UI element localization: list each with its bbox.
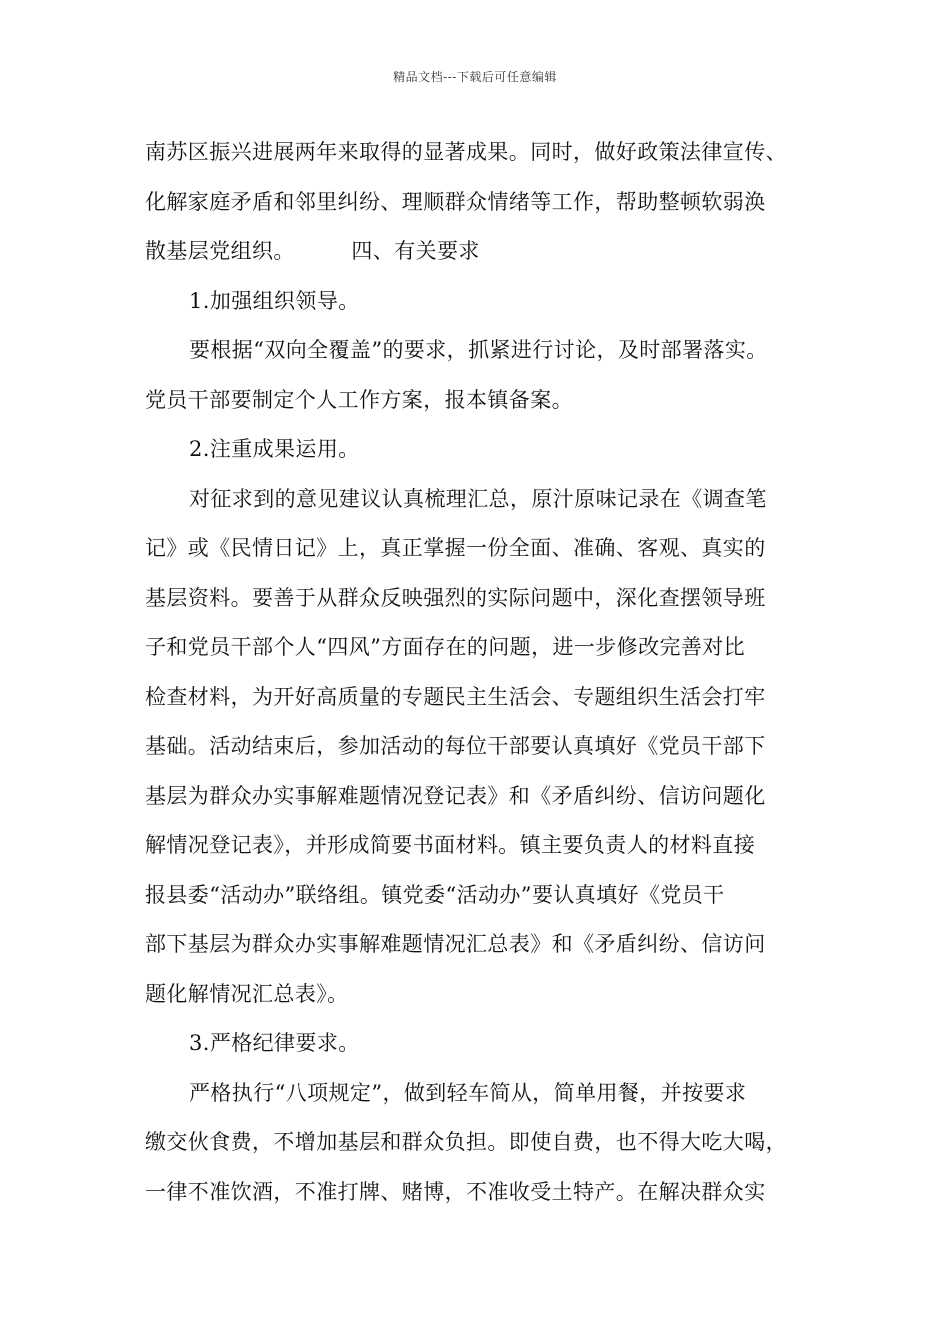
text-line: 党员干部要制定个人工作方案，报本镇备案。 — [145, 387, 573, 412]
text-line: 题化解情况汇总表》。 — [145, 981, 349, 1006]
text-line: 子和党员干部个人“四风”方面存在的问题，进一步修改完善对比 — [145, 635, 746, 659]
text-line: 解情况登记表》，并形成简要书面材料。镇主要负责人的材料直接 — [145, 833, 756, 857]
text-line: 化解家庭矛盾和邻里纠纷、理顺群众情绪等工作，帮助整顿软弱涣 — [145, 189, 766, 214]
text-line: 检查材料，为开好高质量的专题民主生活会、专题组织生活会打牢 — [145, 684, 766, 709]
document-body — [145, 128, 835, 1217]
text-line: 报县委“活动办”联络组。镇党委“活动办”要认真填好《党员干 — [145, 882, 725, 907]
text-line: 南苏区振兴进展两年来取得的显著成果。同时，做好政策法律宣传、 — [145, 140, 787, 164]
section-heading: 3.严格纪律要求。 — [189, 1031, 360, 1055]
text-line: 基础。活动结束后，参加活动的每位干部要认真填好《党员干部下 — [145, 734, 766, 758]
text-line: 要根据“双向全覆盖”的要求，抓紧进行讨论，及时部署落实。 — [189, 338, 768, 362]
section-heading: 2.注重成果运用。 — [189, 437, 360, 461]
text-line: 基层为群众办实事解难题情况登记表》和《矛盾纠纷、信访问题化 — [145, 783, 766, 808]
text-line: 散基层党组织。 四、有关要求 — [145, 239, 480, 263]
text-line: 缴交伙食费，不增加基层和群众负担。即使自费，也不得大吃大喝， — [145, 1130, 787, 1154]
text-line: 严格执行“八项规定”，做到轻车简从，简单用餐，并按要求 — [189, 1080, 747, 1105]
text-line: 记》或《民情日记》上，真正掌握一份全面、准确、客观、真实的 — [145, 536, 766, 560]
page-header: 精品文档---下载后可任意编辑 — [393, 70, 557, 84]
section-heading: 1.加强组织领导。 — [189, 288, 360, 313]
text-line: 对征求到的意见建议认真梳理汇总，原汁原味记录在《调查笔 — [189, 486, 767, 511]
text-line: 一律不准饮酒，不准打牌、赌博，不准收受土特产。在解决群众实 — [145, 1179, 766, 1204]
text-line: 基层资料。要善于从群众反映强烈的实际问题中，深化查摆领导班 — [145, 585, 766, 610]
text-line: 部下基层为群众办实事解难题情况汇总表》和《矛盾纠纷、信访问 — [145, 932, 766, 956]
